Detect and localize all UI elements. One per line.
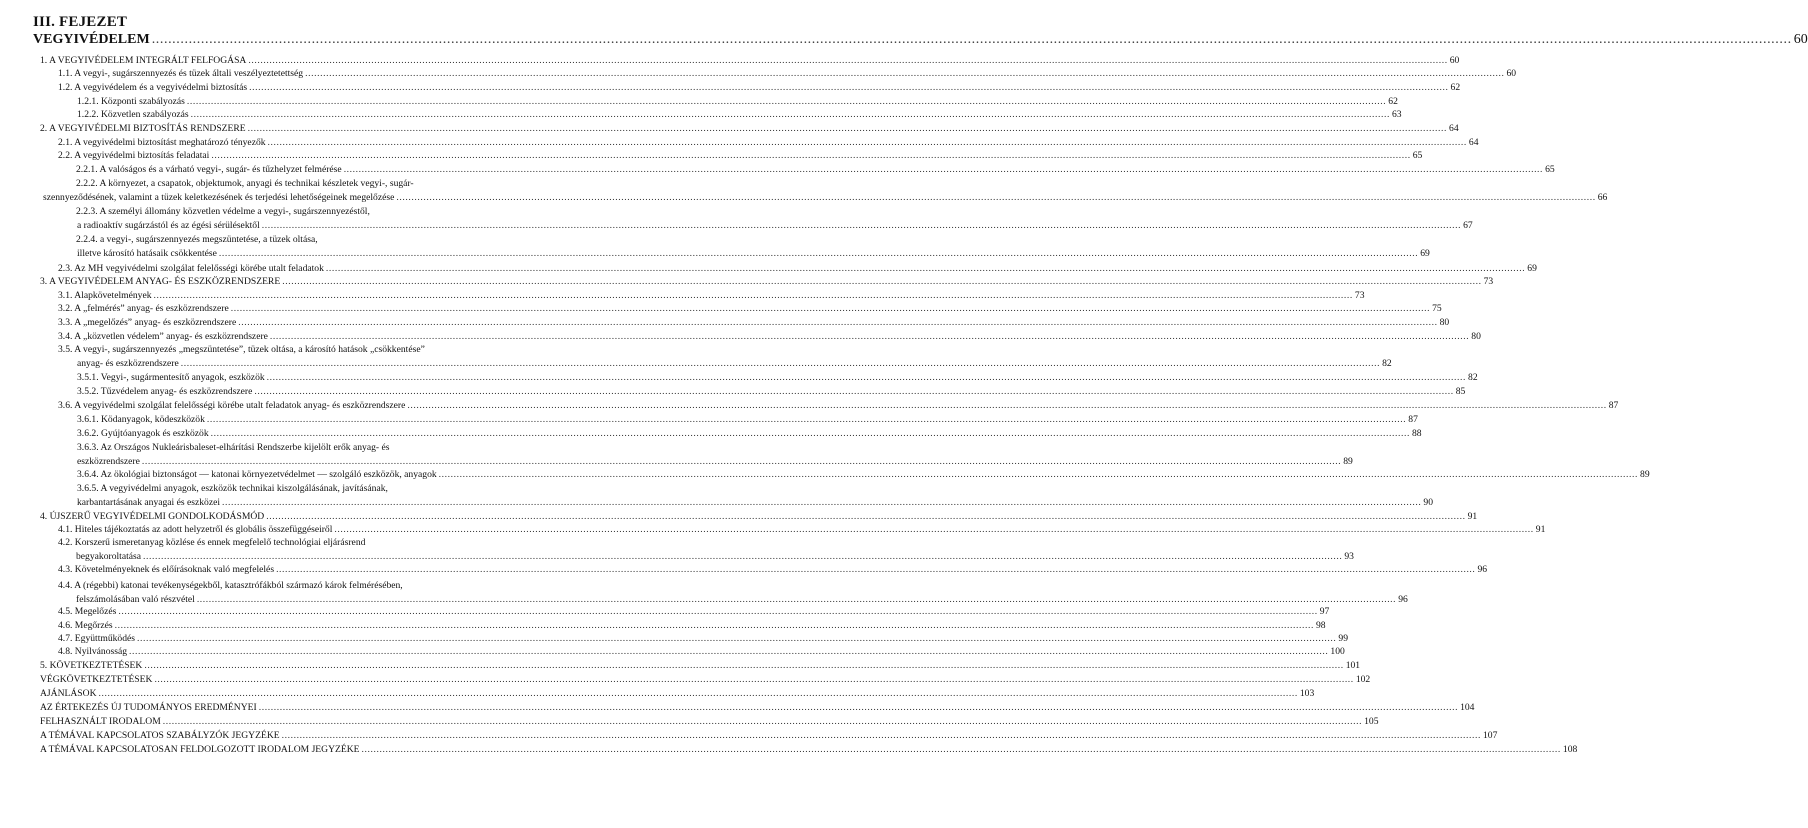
leader-dots: ................................................................................................................................................................................................................................................................................................................................................................................................................	[266, 372, 1467, 383]
toc-entry-title: 2.2.2. A környezet, a csapatok, objektumok, anyagi és technikai készletek vegyi-, sugár-	[76, 178, 414, 189]
toc-entry-page: 96	[1398, 594, 1408, 605]
toc-entry	[77, 456, 1353, 467]
toc-entry	[76, 206, 370, 217]
leader-dots: ................................................................................................................................................................................................................................................................................................................................................................................................................	[230, 303, 1431, 314]
toc-entry-title: 4.3. Követelményeknek és előírásoknak való megfelelés	[58, 564, 275, 575]
toc-entry-title: 3.6.5. A vegyivédelmi anyagok, eszközök technikai kiszolgálásának, javításának,	[77, 483, 388, 494]
toc-entry	[40, 688, 1315, 699]
toc-entry-title: 3.5.2. Tűzvédelem anyag- és eszközrendszere	[77, 386, 253, 397]
toc-entry	[40, 55, 1460, 66]
toc-entry-page: 67	[1463, 220, 1473, 231]
toc-entry-page: 100	[1330, 646, 1345, 657]
toc-entry	[77, 442, 390, 453]
leader-dots: ................................................................................................................................................................................................................................................................................................................................................................................................................	[407, 400, 1607, 411]
leader-dots: ................................................................................................................................................................................................................................................................................................................................................................................................................	[438, 469, 1639, 480]
toc-entry	[58, 303, 1442, 314]
leader-dots: ................................................................................................................................................................................................................................................................................................................................................................................................................	[196, 594, 1397, 605]
toc-entry-page: 89	[1343, 456, 1353, 467]
toc-entry	[77, 358, 1392, 369]
toc-entry-title: 3.6.4. Az ökológiai biztonságot — katonai környezetvédelmet — szolgáló eszközök, anyagok	[77, 469, 437, 480]
toc-entry-page: 108	[1562, 744, 1578, 755]
leader-dots: ................................................................................................................................................................................................................................................................................................................................................................................................................	[247, 123, 1448, 134]
toc-entry	[77, 469, 1650, 480]
toc-entry-title: 3.1. Alapkövetelmények	[58, 290, 152, 301]
toc-entry	[40, 674, 1371, 685]
leader-dots: ................................................................................................................................................................................................................................................................................................................................................................................................................	[222, 497, 1422, 508]
toc-entry-page: 87	[1608, 400, 1619, 411]
leader-dots: ................................................................................................................................................................................................................................................................................................................................................................................................................	[261, 220, 1462, 231]
toc-entry-title: 3.5. A vegyi-, sugárszennyezés „megszüntetése”, tüzek oltása, a károsító hatások „csökkentése”	[58, 344, 425, 355]
leader-dots: ................................................................................................................................................................................................................................................................................................................................................................................................................	[180, 358, 1381, 369]
toc-entry-page: 73	[1483, 276, 1494, 287]
toc-entry-title: AZ ÉRTEKEZÉS ÚJ TUDOMÁNYOS EREDMÉNYEI	[40, 702, 257, 713]
leader-dots: ................................................................................................................................................................................................................................................................................................................................................................................................................	[141, 456, 1342, 467]
toc-entry-page: 101	[1345, 660, 1361, 671]
leader-dots: ................................................................................................................................................................................................................................................................................................................................................................................................................	[281, 730, 1481, 741]
toc-entry-title: 4.8. Nyilvánosság	[58, 646, 128, 657]
toc-entry-title: 4.1. Hiteles tájékoztatás az adott helyzetről és globális összefüggéseiről	[58, 524, 333, 535]
toc-entry-title: 2.3. Az MH vegyivédelmi szolgálat felelősségi körébe utalt feladatok	[58, 263, 324, 274]
leader-dots: ................................................................................................................................................................................................................................................................................................................................................................................................................	[129, 646, 1329, 657]
toc-entry-title: 4.4. A (régebbi) katonai tevékenységekből, katasztrófákból származó károk felmérésében,	[58, 580, 403, 591]
toc-entry-title: 1.2.2. Közvetlen szabályozás	[77, 109, 189, 120]
leader-dots: ................................................................................................................................................................................................................................................................................................................................................................................................................	[114, 620, 1314, 631]
toc-entry	[43, 192, 1608, 203]
toc-entry-title: FELHASZNÁLT IRODALOM	[40, 716, 161, 727]
toc-entry-page: 82	[1382, 358, 1392, 369]
toc-entry-title: 3.6.1. Ködanyagok, ködeszközök	[77, 414, 205, 425]
leader-dots: ................................................................................................................................................................................................................................................................................................................................................................................................................	[118, 606, 1318, 617]
toc-entry	[77, 220, 1473, 231]
toc-entry	[58, 331, 1481, 342]
leader-dots: ................................................................................................................................................................................................................................................................................................................................................................................................................	[186, 96, 1387, 107]
toc-entry-title: illetve károsító hatásaik csökkentése	[77, 248, 217, 259]
leader-dots: ................................................................................................................................................................................................................................................................................................................................................................................................................	[144, 660, 1344, 671]
leader-dots: ................................................................................................................................................................................................................................................................................................................................................................................................................	[154, 674, 1354, 685]
toc-entry-page: 91	[1535, 524, 1546, 535]
toc-entry	[58, 537, 365, 548]
toc-entry-title: begyakoroltatása	[76, 551, 141, 562]
toc-entry-title: 2.1. A vegyivédelmi biztosítást meghatározó tényezők	[58, 137, 266, 148]
toc-entry-page: 96	[1477, 564, 1488, 575]
toc-entry-title: felszámolásában való részvétel	[76, 594, 195, 605]
toc-entry-page: 105	[1364, 716, 1379, 727]
leader-dots: ................................................................................................................................................................................................................................................................................................................................................................................................................	[98, 688, 1298, 699]
toc-entry-title: 4.2. Korszerű ismeretanyag közlése és ennek megfelelő technológiai eljárásrend	[58, 537, 366, 548]
toc-entry	[77, 96, 1398, 107]
toc-entry-page: 62	[1450, 82, 1461, 93]
leader-dots: ................................................................................................................................................................................................................................................................................................................................................................................................................	[258, 702, 1459, 713]
toc-entry-page: 97	[1319, 606, 1330, 617]
toc-entry	[40, 702, 1475, 713]
toc-entry-title: 3.3. A „megelőzés” anyag- és eszközrendszere	[58, 317, 237, 328]
toc-entry-page: 91	[1467, 511, 1478, 522]
toc-entry-page: 107	[1482, 730, 1498, 741]
toc-entry-page: 69	[1527, 263, 1537, 274]
leader-dots: ................................................................................................................................................................................................................................................................................................................................................................................................................	[269, 331, 1470, 342]
toc-entry-title: 3.2. A „felmérés” anyag- és eszközrendszere	[58, 303, 229, 314]
leader-dots: ................................................................................................................................................................................................................................................................................................................................................................................................................	[162, 716, 1363, 727]
toc-entry-page: 89	[1640, 469, 1650, 480]
toc-entry-page: 75	[1432, 303, 1442, 314]
chapter-heading: III. FEJEZET	[33, 14, 128, 30]
toc-entry-title: 4.5. Megelőzés	[58, 606, 117, 617]
toc-entry-title: 2.2.1. A valóságos és a várható vegyi-, sugár- és tűzhelyzet felmérése	[76, 164, 342, 175]
toc-entry	[40, 716, 1379, 727]
toc-entry	[76, 551, 1354, 562]
toc-entry	[58, 68, 1517, 79]
toc-entry	[58, 344, 425, 355]
toc-entry	[58, 564, 1488, 575]
leader-dots: ................................................................................................................................................................................................................................................................................................................................................................................................................	[238, 317, 1438, 328]
toc-entry	[40, 123, 1459, 134]
toc-entry	[40, 511, 1478, 522]
leader-dots: ................................................................................................................................................................................................................................................................................................................................................................................................................	[206, 414, 1407, 425]
leader-dots: ................................................................................................................................................................................................................................................................................................................................................................................................................	[267, 137, 1467, 148]
toc-entry-title: karbantartásának anyagai és eszközei	[77, 497, 221, 508]
leader-dots: ................................................................................................................................................................................................................................................................................................................................................................................................................	[396, 192, 1596, 203]
leader-dots: ................................................................................................................................................................................................................................................................................................................................................................................................................	[151, 32, 1792, 47]
toc-entry	[77, 248, 1430, 259]
toc-entry-page: 103	[1299, 688, 1315, 699]
toc-entry	[58, 82, 1461, 93]
toc-entry-title: 3. A VEGYIVÉDELEM ANYAG- ÉS ESZKÖZRENDSZERE	[40, 276, 281, 287]
toc-entry-title: 4.6. Megőrzés	[58, 620, 113, 631]
toc-entry-page: 90	[1423, 497, 1433, 508]
toc-entry	[40, 660, 1361, 671]
toc-entry-page: 66	[1597, 192, 1608, 203]
leader-dots: ................................................................................................................................................................................................................................................................................................................................................................................................................	[282, 276, 1482, 287]
toc-entry-page: 64	[1468, 137, 1479, 148]
leader-dots: ................................................................................................................................................................................................................................................................................................................................................................................................................	[305, 68, 1505, 79]
toc-entry-page: 104	[1460, 702, 1475, 713]
leader-dots: ................................................................................................................................................................................................................................................................................................................................................................................................................	[266, 511, 1466, 522]
leader-dots: ................................................................................................................................................................................................................................................................................................................................................................................................................	[153, 290, 1353, 301]
toc-entry-page: 85	[1455, 386, 1466, 397]
toc-entry-page: 65	[1545, 164, 1555, 175]
toc-entry-page: 80	[1471, 331, 1481, 342]
leader-dots: ................................................................................................................................................................................................................................................................................................................................................................................................................	[249, 82, 1449, 93]
toc-entry	[58, 620, 1326, 631]
leader-dots: ................................................................................................................................................................................................................................................................................................................................................................................................................	[276, 564, 1476, 575]
toc-entry	[58, 150, 1423, 161]
leader-dots: ................................................................................................................................................................................................................................................................................................................................................................................................................	[325, 263, 1526, 274]
toc-entry	[77, 109, 1402, 120]
toc-entry	[76, 594, 1408, 605]
toc-entry-title: 3.4. A „közvetlen védelem” anyag- és eszközrendszere	[58, 331, 268, 342]
toc-entry-page: 82	[1468, 372, 1478, 383]
toc-entry	[76, 164, 1555, 175]
toc-entry	[77, 483, 388, 494]
toc-entry-page: 73	[1354, 290, 1365, 301]
leader-dots: ................................................................................................................................................................................................................................................................................................................................................................................................................	[248, 55, 1448, 66]
leader-dots: ................................................................................................................................................................................................................................................................................................................................................................................................................	[334, 524, 1534, 535]
leader-dots: ................................................................................................................................................................................................................................................................................................................................................................................................................	[210, 428, 1410, 439]
leader-dots: ................................................................................................................................................................................................................................................................................................................................................................................................................	[343, 164, 1544, 175]
toc-entry-title: 3.6.3. Az Országos Nukleárisbaleset-elhárítási Rendszerbe kijelölt erők anyag- és	[77, 442, 390, 453]
toc-entry	[58, 290, 1365, 301]
toc-entry	[76, 178, 414, 189]
toc-entry-title: 1.2.1. Központi szabályozás	[77, 96, 185, 107]
toc-entry-page: 87	[1408, 414, 1418, 425]
leader-dots: ................................................................................................................................................................................................................................................................................................................................................................................................................	[143, 551, 1343, 562]
toc-entry	[58, 646, 1345, 657]
toc-entry-title: 1. A VEGYIVÉDELEM INTEGRÁLT FELFOGÁSA	[40, 55, 247, 66]
toc-entry-title: 3.5.1. Vegyi-, sugármentesítő anyagok, eszközök	[77, 372, 265, 383]
toc-entry-title: 1.1. A vegyi-, sugárszennyezés és tüzek általi veszélyeztetettség	[58, 68, 304, 79]
toc-entry	[77, 497, 1433, 508]
toc-entry	[58, 263, 1537, 274]
toc-entry	[40, 276, 1494, 287]
toc-entry-title: eszközrendszere	[77, 456, 140, 467]
toc-entry	[76, 234, 318, 245]
toc-entry-page: 88	[1412, 428, 1422, 439]
toc-entry-page: 63	[1392, 109, 1402, 120]
toc-entry-title: 5. KÖVETKEZTETÉSEK	[40, 660, 143, 671]
toc-entry	[58, 606, 1330, 617]
toc-entry-page: 64	[1449, 123, 1459, 134]
leader-dots: ................................................................................................................................................................................................................................................................................................................................................................................................................	[361, 744, 1561, 755]
toc-entry	[77, 372, 1478, 383]
toc-entry	[58, 633, 1348, 644]
toc-entry-page: 62	[1388, 96, 1398, 107]
toc-entry-title: szennyeződésének, valamint a tüzek keletkezésének és terjedési lehetőségeinek megelőzése	[43, 192, 395, 203]
toc-entry	[77, 386, 1466, 397]
leader-dots: ................................................................................................................................................................................................................................................................................................................................................................................................................	[254, 386, 1454, 397]
toc-entry-page: 102	[1355, 674, 1371, 685]
toc-entry-title: 1.2. A vegyivédelem és a vegyivédelmi biztosítás	[58, 82, 248, 93]
toc-entry-title: 4.7. Együttműködés	[58, 633, 136, 644]
toc-entry-title: anyag- és eszközrendszere	[77, 358, 179, 369]
toc-entry-title: AJÁNLÁSOK	[40, 688, 97, 699]
chapter-title: VEGYIVÉDELEM	[33, 32, 150, 47]
toc-entry-title: VÉGKÖVETKEZTETÉSEK	[40, 674, 153, 685]
toc-entry	[40, 730, 1498, 741]
toc-entry-page: 65	[1412, 150, 1423, 161]
toc-entry	[40, 744, 1578, 755]
chapter-title-line	[33, 32, 1808, 47]
toc-entry-page: 69	[1420, 248, 1430, 259]
toc-entry	[77, 428, 1422, 439]
leader-dots: ................................................................................................................................................................................................................................................................................................................................................................................................................	[218, 248, 1419, 259]
toc-entry	[58, 400, 1619, 411]
toc-entry-title: 4. ÚJSZERŰ VEGYIVÉDELMI GONDOLKODÁSMÓD	[40, 511, 265, 522]
toc-entry-page: 60	[1449, 55, 1460, 66]
toc-entry-title: 2. A VEGYIVÉDELMI BIZTOSÍTÁS RENDSZERE	[40, 123, 246, 134]
toc-entry	[58, 137, 1479, 148]
toc-entry-page: 80	[1439, 317, 1450, 328]
toc-entry-title: 2.2.4. a vegyi-, sugárszennyezés megszüntetése, a tüzek oltása,	[76, 234, 318, 245]
toc-entry-title: 2.2. A vegyivédelmi biztosítás feladatai	[58, 150, 210, 161]
toc-entry-page: 99	[1338, 633, 1348, 644]
chapter-page: 60	[1793, 32, 1808, 47]
leader-dots: ................................................................................................................................................................................................................................................................................................................................................................................................................	[190, 109, 1390, 120]
leader-dots: ................................................................................................................................................................................................................................................................................................................................................................................................................	[137, 633, 1337, 644]
leader-dots: ................................................................................................................................................................................................................................................................................................................................................................................................................	[211, 150, 1411, 161]
toc-entry-title: 3.6. A vegyivédelmi szolgálat felelősségi körébe utalt feladatok anyag- és eszközrendszere	[58, 400, 406, 411]
toc-entry-title: A TÉMÁVAL KAPCSOLATOS SZABÁLYZÓK JEGYZÉKE	[40, 730, 280, 741]
toc-entry-title: A TÉMÁVAL KAPCSOLATOSAN FELDOLGOZOTT IRODALOM JEGYZÉKE	[40, 744, 360, 755]
toc-entry-title: 3.6.2. Gyújtóanyagok és eszközök	[77, 428, 209, 439]
toc-entry	[58, 580, 403, 591]
toc-entry-page: 93	[1344, 551, 1354, 562]
toc-entry-page: 60	[1506, 68, 1517, 79]
toc-entry	[58, 317, 1450, 328]
toc-entry-page: 98	[1316, 620, 1326, 631]
toc-entry-title: a radioaktív sugárzástól és az égési sérülésektől	[77, 220, 260, 231]
toc-entry	[77, 414, 1418, 425]
toc-entry-title: 2.2.3. A személyi állomány közvetlen védelme a vegyi-, sugárszennyezéstől,	[76, 206, 370, 217]
toc-entry	[58, 524, 1546, 535]
